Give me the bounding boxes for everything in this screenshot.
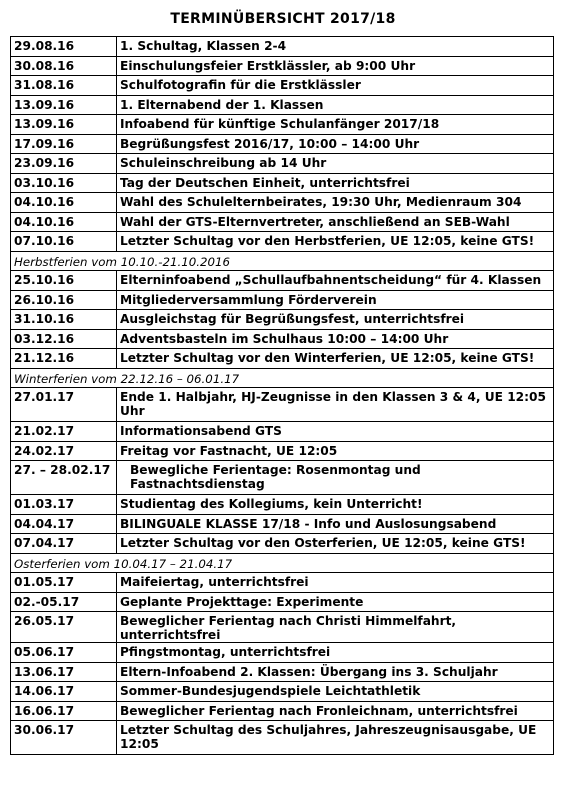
date-cell: 27.01.17 [11, 388, 117, 422]
date-cell: 01.05.17 [11, 573, 117, 593]
holiday-row [11, 251, 554, 271]
table-row [11, 212, 554, 232]
event-cell: Schuleinschreibung ab 14 Uhr [117, 154, 554, 174]
date-cell: 03.12.16 [11, 329, 117, 349]
table-row [11, 534, 554, 554]
date-cell: 30.06.17 [11, 721, 117, 755]
date-cell: 02.-05.17 [11, 592, 117, 612]
date-cell: 27. – 28.02.17 [11, 461, 117, 495]
date-cell: 29.08.16 [11, 37, 117, 57]
date-cell: 07.04.17 [11, 534, 117, 554]
event-cell: Eltern-Infoabend 2. Klassen: Übergang ins 3. Schuljahr [117, 662, 554, 682]
date-cell: 04.04.17 [11, 514, 117, 534]
date-cell: 13.09.16 [11, 115, 117, 135]
table-row [11, 271, 554, 291]
event-cell: Wahl des Schulelternbeirates, 19:30 Uhr, Medienraum 304 [117, 193, 554, 213]
table-row [11, 310, 554, 330]
table-row [11, 495, 554, 515]
table-row [11, 662, 554, 682]
table-row [11, 573, 554, 593]
event-cell [117, 461, 554, 495]
date-cell: 26.05.17 [11, 612, 117, 643]
event-cell: BILINGUALE KLASSE 17/18 - Info und Auslosungsabend [117, 514, 554, 534]
event-cell: Maifeiertag, unterrichtsfrei [117, 573, 554, 593]
date-cell: 21.02.17 [11, 422, 117, 442]
event-cell: Elterninfoabend „Schullaufbahnentscheidung“ für 4. Klassen [117, 271, 554, 291]
table-row [11, 76, 554, 96]
date-cell: 05.06.17 [11, 643, 117, 663]
table-row [11, 514, 554, 534]
event-cell: Ausgleichstag für Begrüßungsfest, unterrichtsfrei [117, 310, 554, 330]
date-cell: 26.10.16 [11, 290, 117, 310]
holiday-row [11, 368, 554, 388]
date-cell: 04.10.16 [11, 193, 117, 213]
event-cell: Letzter Schultag vor den Herbstferien, UE 12:05, keine GTS! [117, 232, 554, 252]
event-cell: Einschulungsfeier Erstklässler, ab 9:00 Uhr [117, 56, 554, 76]
table-row [11, 349, 554, 369]
date-cell: 30.08.16 [11, 56, 117, 76]
event-cell: Letzter Schultag des Schuljahres, Jahreszeugnisausgabe, UE 12:05 [117, 721, 554, 755]
event-cell: Schulfotografin für die Erstklässler [117, 76, 554, 96]
event-cell: Informationsabend GTS [117, 422, 554, 442]
event-cell: Studientag des Kollegiums, kein Unterricht! [117, 495, 554, 515]
event-cell: Wahl der GTS-Elternvertreter, anschließend an SEB-Wahl [117, 212, 554, 232]
event-cell: Geplante Projekttage: Experimente [117, 592, 554, 612]
schedule-table [10, 36, 554, 755]
table-row [11, 115, 554, 135]
holiday-text: Osterferien vom 10.04.17 – 21.04.17 [11, 553, 554, 573]
date-cell: 04.10.16 [11, 212, 117, 232]
table-row [11, 193, 554, 213]
holiday-text: Herbstferien vom 10.10.-21.10.2016 [11, 251, 554, 271]
event-cell: Letzter Schultag vor den Winterferien, UE 12:05, keine GTS! [117, 349, 554, 369]
table-row [11, 441, 554, 461]
event-cell: Begrüßungsfest 2016/17, 10:00 – 14:00 Uhr [117, 134, 554, 154]
table-row [11, 682, 554, 702]
table-row [11, 643, 554, 663]
event-cell: Beweglicher Ferientag nach Christi Himmelfahrt, unterrichtsfrei [117, 612, 554, 643]
event-cell: Infoabend für künftige Schulanfänger 2017/18 [117, 115, 554, 135]
table-row [11, 232, 554, 252]
event-text: Bewegliche Ferientage: Rosenmontag und Fastnachtsdienstag [130, 463, 421, 491]
table-row [11, 154, 554, 174]
event-cell: Freitag vor Fastnacht, UE 12:05 [117, 441, 554, 461]
table-row [11, 701, 554, 721]
date-cell: 24.02.17 [11, 441, 117, 461]
date-cell: 17.09.16 [11, 134, 117, 154]
page-title: TERMINÜBERSICHT 2017/18 [170, 11, 396, 27]
table-row [11, 461, 554, 495]
table-row [11, 721, 554, 755]
date-cell: 13.09.16 [11, 95, 117, 115]
table-row [11, 290, 554, 310]
event-cell: Beweglicher Ferientag nach Fronleichnam, unterrichtsfrei [117, 701, 554, 721]
holiday-row [11, 553, 554, 573]
table-row [11, 612, 554, 643]
event-cell: Sommer-Bundesjugendspiele Leichtathletik [117, 682, 554, 702]
date-cell: 03.10.16 [11, 173, 117, 193]
holiday-text: Winterferien vom 22.12.16 – 06.01.17 [11, 368, 554, 388]
date-cell: 14.06.17 [11, 682, 117, 702]
event-cell: Pfingstmontag, unterrichtsfrei [117, 643, 554, 663]
event-cell: 1. Schultag, Klassen 2-4 [117, 37, 554, 57]
date-cell: 07.10.16 [11, 232, 117, 252]
table-row [11, 329, 554, 349]
table-row [11, 592, 554, 612]
date-cell: 13.06.17 [11, 662, 117, 682]
table-row [11, 56, 554, 76]
table-row [11, 37, 554, 57]
event-cell: Tag der Deutschen Einheit, unterrichtsfrei [117, 173, 554, 193]
table-row [11, 388, 554, 422]
event-cell: Letzter Schultag vor den Osterferien, UE 12:05, keine GTS! [117, 534, 554, 554]
event-cell: Ende 1. Halbjahr, HJ-Zeugnisse in den Klassen 3 & 4, UE 12:05 Uhr [117, 388, 554, 422]
event-cell: 1. Elternabend der 1. Klassen [117, 95, 554, 115]
date-cell: 21.12.16 [11, 349, 117, 369]
date-cell: 23.09.16 [11, 154, 117, 174]
date-cell: 25.10.16 [11, 271, 117, 291]
date-cell: 16.06.17 [11, 701, 117, 721]
table-row [11, 134, 554, 154]
date-cell: 31.08.16 [11, 76, 117, 96]
table-row [11, 422, 554, 442]
event-cell: Mitgliederversammlung Förderverein [117, 290, 554, 310]
table-row [11, 173, 554, 193]
table-row [11, 95, 554, 115]
event-cell: Adventsbasteln im Schulhaus 10:00 – 14:00 Uhr [117, 329, 554, 349]
date-cell: 31.10.16 [11, 310, 117, 330]
date-cell: 01.03.17 [11, 495, 117, 515]
